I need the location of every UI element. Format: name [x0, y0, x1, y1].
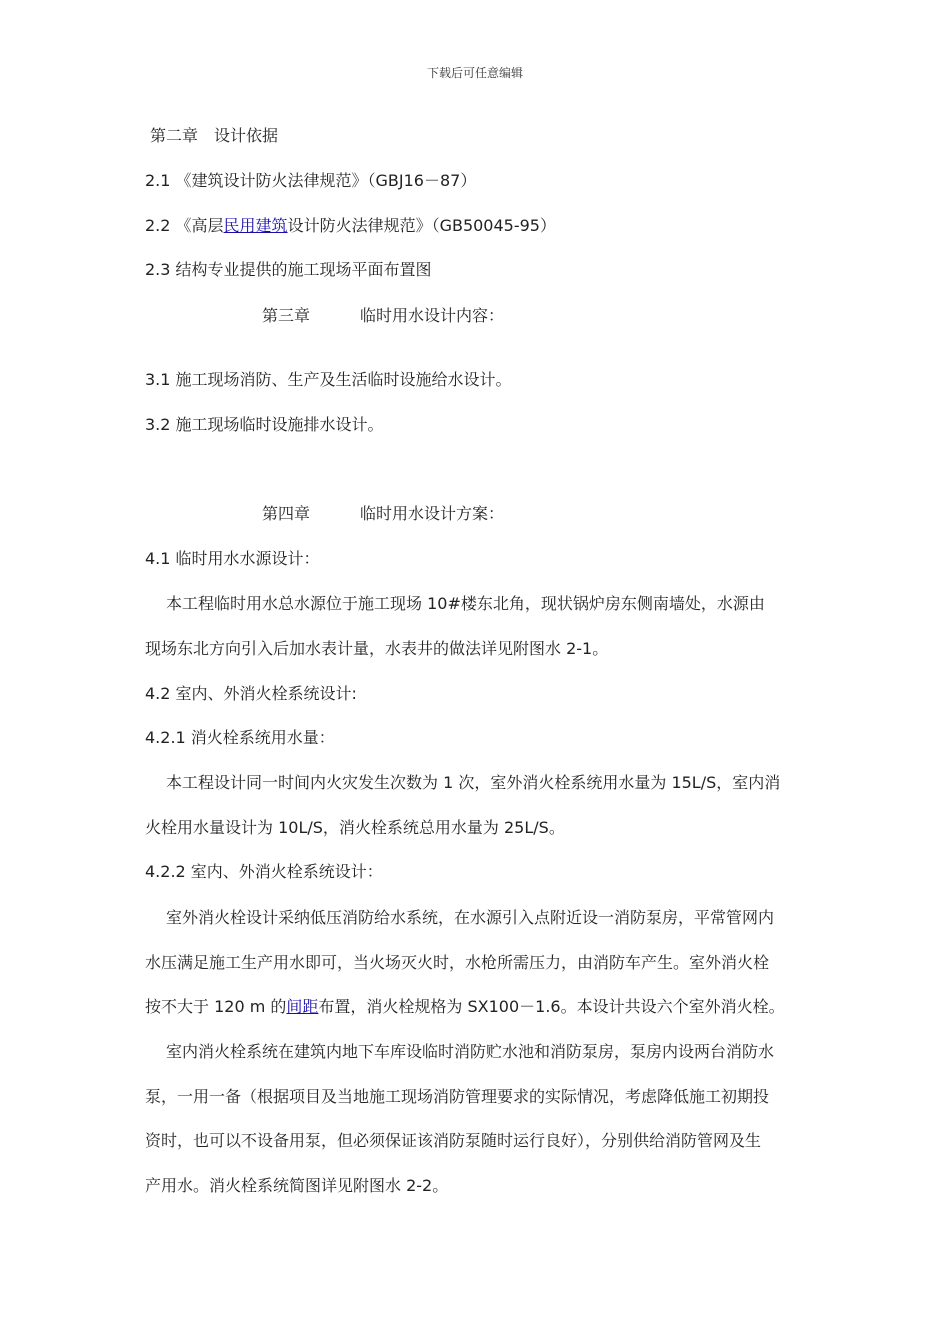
chapter-4-number: 第四章 — [262, 504, 311, 523]
outdoor-line-3-prefix: 按不大于 120 m 的 — [145, 997, 287, 1016]
chapter-3-heading — [262, 305, 504, 327]
chapter-2-title: 设计依据 — [214, 126, 279, 145]
section-4-2-2: 4.2.2 室内、外消火栓系统设计： — [145, 862, 383, 881]
water-demand-paragraph-line-2: 火栓用水量设计为 10L/S，消火栓系统总用水量为 25L/S。 — [145, 818, 565, 837]
outdoor-hydrant-paragraph-line-3 — [145, 996, 785, 1018]
indoor-hydrant-paragraph-line-2: 泵，一用一备（根据项目及当地施工现场消防管理要求的实际情况，考虑降低施工初期投 — [145, 1087, 770, 1106]
section-3-2: 3.2 施工现场临时设施排水设计。 — [145, 415, 384, 434]
chapter-4-heading — [262, 503, 504, 525]
outdoor-hydrant-paragraph-line-1: 室外消火栓设计采纳低压消防给水系统，在水源引入点附近设一消防泵房，平常管网内 — [166, 908, 775, 927]
section-4-1: 4.1 临时用水水源设计： — [145, 549, 320, 568]
section-2-2-prefix: 2.2 《高层 — [145, 216, 224, 235]
section-4-2-1: 4.2.1 消火栓系统用水量： — [145, 728, 335, 747]
chapter-2-number: 第二章 — [150, 126, 199, 145]
page-header-note: 下载后可任意编辑 — [426, 66, 523, 80]
indoor-hydrant-paragraph-line-1: 室内消火栓系统在建筑内地下车库设临时消防贮水池和消防泵房，泵房内设两台消防水 — [166, 1042, 775, 1061]
civil-building-link[interactable]: 民用建筑 — [223, 216, 288, 235]
section-3-1: 3.1 施工现场消防、生产及生活临时设施给水设计。 — [145, 370, 512, 389]
indoor-hydrant-paragraph-line-4: 产用水。消火栓系统简图详见附图水 2-2。 — [145, 1176, 449, 1195]
indoor-hydrant-paragraph-line-3: 资时，也可以不设备用泵，但必须保证该消防泵随时运行良好），分别供给消防管网及生 — [145, 1131, 762, 1150]
section-2-3: 2.3 结构专业提供的施工现场平面布置图 — [145, 260, 432, 279]
section-2-2-suffix: 设计防火法律规范》（GB50045-95） — [287, 216, 556, 235]
chapter-4-title: 临时用水设计方案： — [360, 504, 505, 523]
water-source-paragraph-line-2: 现场东北方向引入后加水表计量，水表井的做法详见附图水 2-1。 — [145, 639, 609, 658]
spacing-link[interactable]: 间距 — [286, 997, 319, 1016]
chapter-3-number: 第三章 — [262, 306, 311, 325]
section-2-1: 2.1 《建筑设计防火法律规范》（GBJ16－87） — [145, 171, 477, 190]
section-4-2: 4.2 室内、外消火栓系统设计: — [145, 684, 357, 703]
chapter-2-heading — [150, 125, 278, 147]
section-2-2 — [145, 215, 556, 237]
chapter-3-title: 临时用水设计内容： — [360, 306, 505, 325]
water-source-paragraph-line-1: 本工程临时用水总水源位于施工现场 10#楼东北角，现状锅炉房东侧南墙处，水源由 — [166, 594, 765, 613]
outdoor-line-3-suffix: 布置，消火栓规格为 SX100－1.6。本设计共设六个室外消火栓。 — [318, 997, 785, 1016]
water-demand-paragraph-line-1: 本工程设计同一时间内火灾发生次数为 1 次，室外消火栓系统用水量为 15L/S，室内消 — [166, 773, 781, 792]
outdoor-hydrant-paragraph-line-2: 水压满足施工生产用水即可，当火场灭火时，水枪所需压力，由消防车产生。室外消火栓 — [145, 953, 770, 972]
